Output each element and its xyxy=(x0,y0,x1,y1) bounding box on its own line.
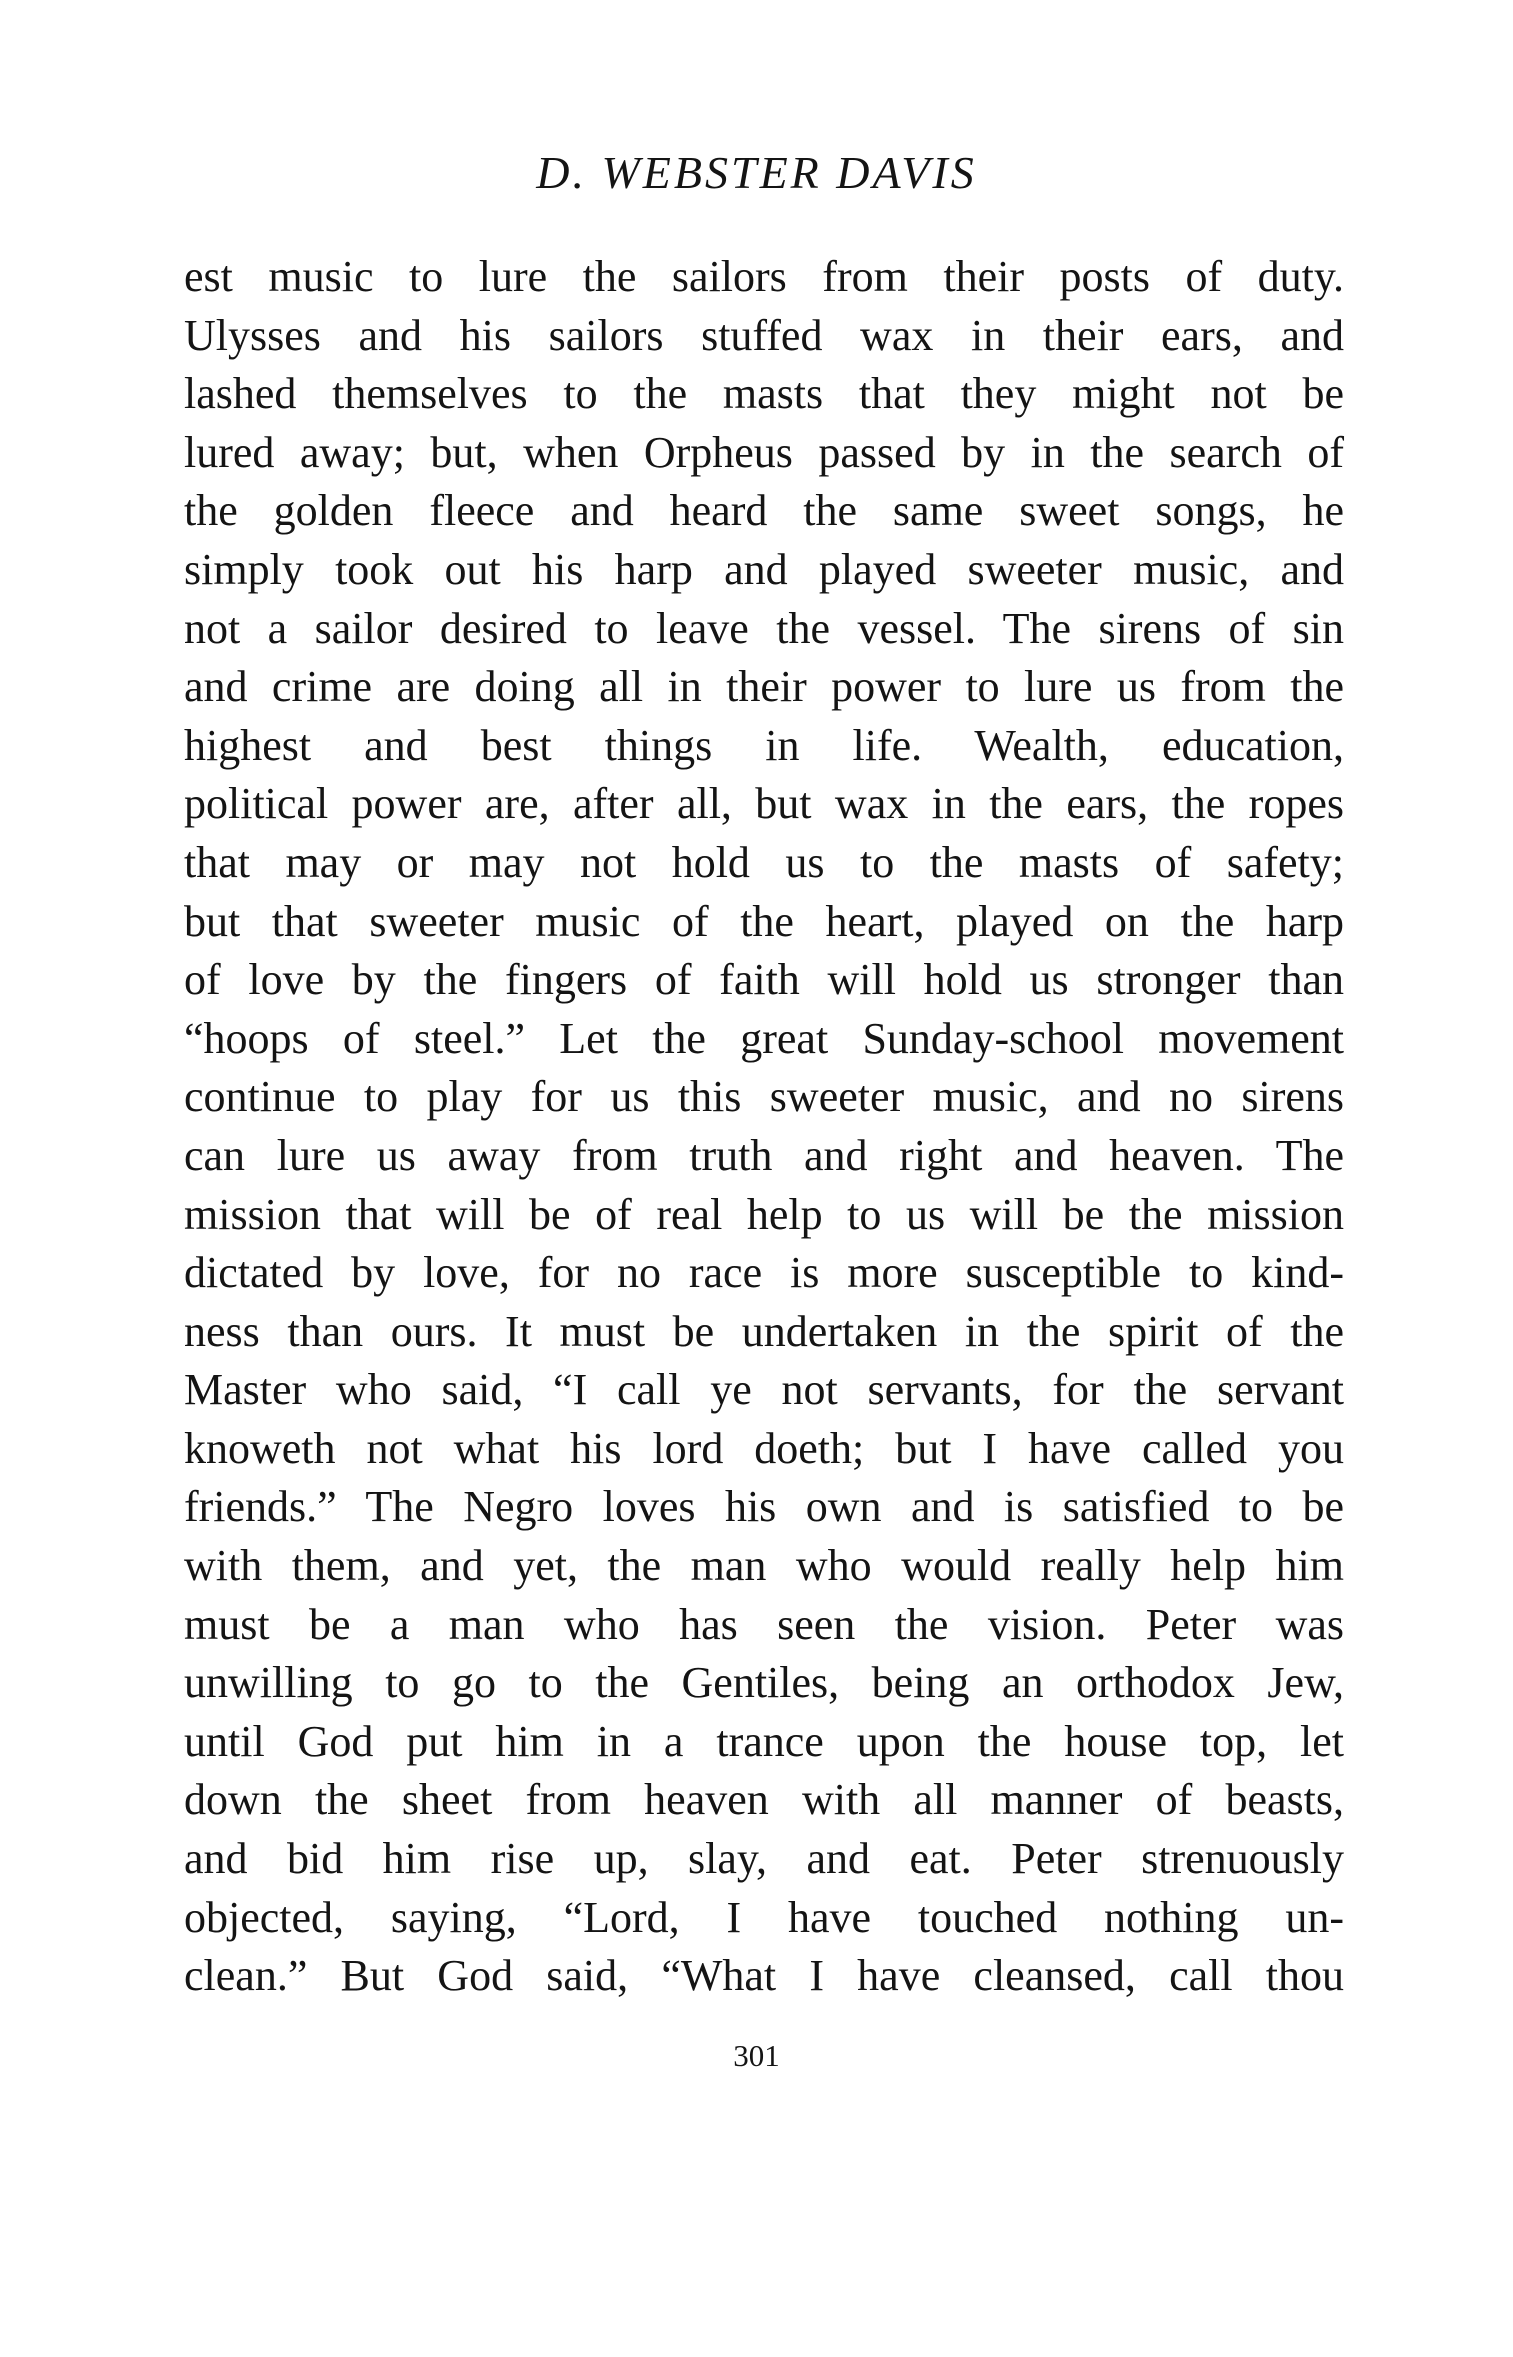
text-line: Ulysses and his sailors stuffed wax in their ears, and xyxy=(184,310,1344,360)
text-line: and crime are doing all in their power to lure us from the xyxy=(184,662,1344,712)
text-line: of love by the fingers of faith will hold us stronger than xyxy=(184,955,1344,1005)
text-line: unwilling to go to the Gentiles, being an orthodox Jew, xyxy=(184,1658,1344,1708)
text-line: until God put him in a trance upon the house top, let xyxy=(184,1716,1344,1766)
body-text xyxy=(184,248,1344,2006)
text-line: lashed themselves to the masts that they might not be xyxy=(184,369,1344,419)
text-line: mission that will be of real help to us will be the mission xyxy=(184,1189,1344,1239)
text-line: not a sailor desired to leave the vessel. The sirens of sin xyxy=(184,603,1344,653)
text-line: with them, and yet, the man who would really help him xyxy=(184,1541,1344,1591)
text-line: continue to play for us this sweeter music, and no sirens xyxy=(184,1072,1344,1122)
text-line: and bid him rise up, slay, and eat. Peter strenuously xyxy=(184,1834,1344,1884)
text-line: friends.” The Negro loves his own and is satisfied to be xyxy=(184,1482,1344,1532)
text-line: dictated by love, for no race is more susceptible to kind- xyxy=(184,1248,1344,1298)
text-line: est music to lure the sailors from their posts of duty. xyxy=(184,252,1344,301)
text-line: knoweth not what his lord doeth; but I have called you xyxy=(184,1423,1344,1473)
text-line: must be a man who has seen the vision. Peter was xyxy=(184,1599,1344,1649)
text-line: lured away; but, when Orpheus passed by in the search of xyxy=(184,427,1344,477)
text-line: simply took out his harp and played sweeter music, and xyxy=(184,544,1344,594)
text-line: but that sweeter music of the heart, played on the harp xyxy=(184,896,1344,946)
text-line: ness than ours. It must be undertaken in the spirit of the xyxy=(184,1306,1344,1356)
text-line: down the sheet from heaven with all manner of beasts, xyxy=(184,1775,1344,1825)
text-line: that may or may not hold us to the masts of safety; xyxy=(184,837,1344,887)
text-line: the golden fleece and heard the same sweet songs, he xyxy=(184,486,1344,536)
text-line: can lure us away from truth and right and heaven. The xyxy=(184,1130,1344,1180)
text-line: Master who said, “I call ye not servants, for the servant xyxy=(184,1365,1344,1415)
running-head: D. WEBSTER DAVIS xyxy=(536,147,977,198)
page-number: 301 xyxy=(733,2038,780,2073)
text-line: objected, saying, “Lord, I have touched nothing un- xyxy=(184,1892,1344,1942)
text-line: highest and best things in life. Wealth, education, xyxy=(184,720,1344,770)
text-line: “hoops of steel.” Let the great Sunday-school movement xyxy=(184,1013,1344,1063)
text-line: political power are, after all, but wax in the ears, the ropes xyxy=(184,779,1344,829)
text-line: clean.” But God said, “What I have cleansed, call thou xyxy=(184,1951,1344,2001)
